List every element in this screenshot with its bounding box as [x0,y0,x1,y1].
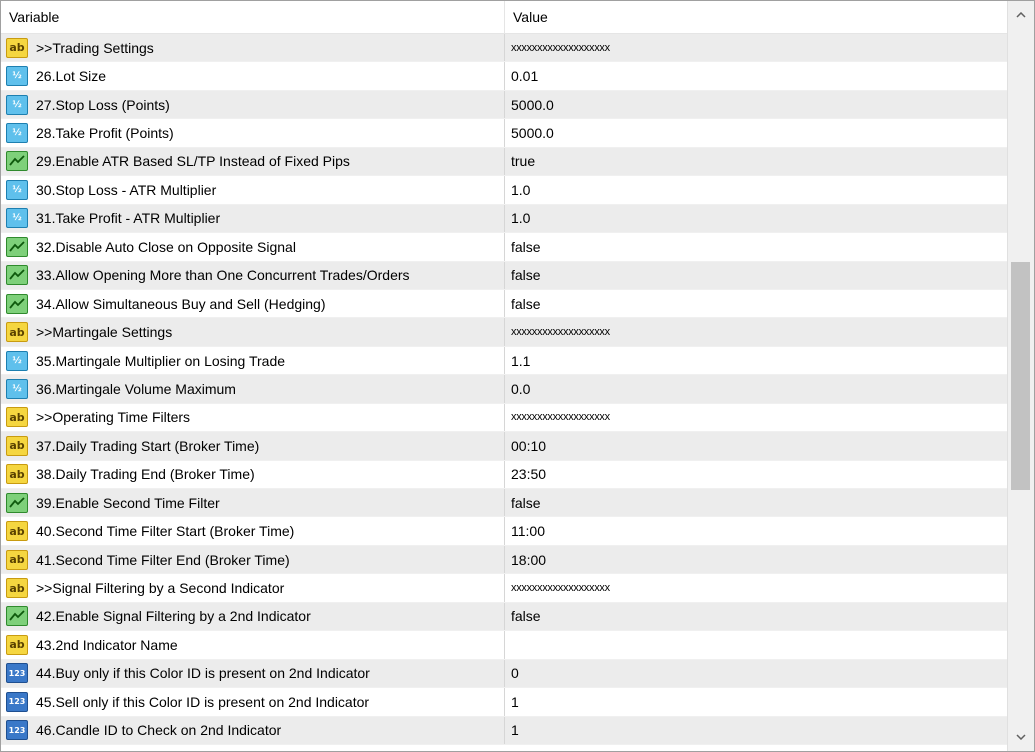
variable-name: 28.Take Profit (Points) [36,125,174,142]
variable-value[interactable]: 00:10 [511,437,547,454]
variable-value[interactable]: 5000.0 [511,125,554,142]
double-type-icon: ½ [6,379,28,399]
variable-name: 34.Allow Simultaneous Buy and Sell (Hedging) [36,295,326,312]
variable-name: 32.Disable Auto Close on Opposite Signal [36,238,296,255]
variable-value[interactable]: 1 [511,722,519,739]
variable-value[interactable]: false [511,267,541,284]
variable-value[interactable]: 0.0 [511,380,531,397]
variable-value[interactable]: xxxxxxxxxxxxxxxxxxx [511,582,610,595]
variable-value[interactable]: xxxxxxxxxxxxxxxxxxx [511,411,610,424]
bool-type-icon [6,493,28,513]
variable-name: 29.Enable ATR Based SL/TP Instead of Fixed Pips [36,153,350,170]
variable-value[interactable]: 0 [511,665,519,682]
variable-name: 41.Second Time Filter End (Broker Time) [36,551,290,568]
value-cell[interactable] [505,119,1007,146]
variable-name: 27.Stop Loss (Points) [36,96,170,113]
string-type-icon: ab [6,635,28,655]
variable-value[interactable]: 5000.0 [511,96,554,113]
variable-name: 37.Daily Trading Start (Broker Time) [36,437,260,454]
variable-cell[interactable] [1,290,505,317]
string-type-icon: ab [6,407,28,427]
variable-value[interactable]: 1.0 [511,210,531,227]
vertical-scrollbar[interactable] [1007,1,1034,751]
table-row[interactable] [1,603,1007,631]
table-row[interactable] [1,517,1007,545]
table-row[interactable] [1,461,1007,489]
value-cell[interactable] [505,574,1007,601]
value-cell[interactable] [505,432,1007,459]
value-cell[interactable] [505,717,1007,744]
variable-cell[interactable] [1,176,505,203]
variable-cell[interactable] [1,233,505,260]
variable-cell[interactable] [1,517,505,544]
variable-name: >>Signal Filtering by a Second Indicator [36,580,285,597]
value-cell[interactable] [505,660,1007,687]
table-row[interactable] [1,375,1007,403]
table-body [1,34,1007,745]
variable-value[interactable]: false [511,494,541,511]
table-row[interactable] [1,631,1007,659]
variable-cell[interactable] [1,262,505,289]
scroll-up-icon[interactable] [1008,3,1034,27]
double-type-icon: ½ [6,66,28,86]
variable-cell[interactable] [1,91,505,118]
table-row[interactable] [1,34,1007,62]
variable-cell[interactable] [1,574,505,601]
variable-cell[interactable] [1,404,505,431]
table-row[interactable] [1,688,1007,716]
value-cell[interactable] [505,233,1007,260]
integer-type-icon: 123 [6,663,28,683]
table-row[interactable] [1,119,1007,147]
variable-value[interactable]: false [511,608,541,625]
table-row[interactable] [1,290,1007,318]
variable-cell[interactable] [1,603,505,630]
value-cell[interactable] [505,461,1007,488]
variable-cell[interactable] [1,34,505,61]
table-row[interactable] [1,717,1007,745]
scrollbar-thumb[interactable] [1011,262,1030,490]
value-cell[interactable] [505,489,1007,516]
variable-value[interactable]: 1.1 [511,352,531,369]
table-row[interactable] [1,205,1007,233]
value-cell[interactable] [505,517,1007,544]
table-row[interactable] [1,233,1007,261]
variable-name: 39.Enable Second Time Filter [36,494,220,511]
variable-cell[interactable] [1,432,505,459]
integer-type-icon: 123 [6,720,28,740]
variable-cell[interactable] [1,62,505,89]
variable-value[interactable]: 18:00 [511,551,547,568]
variable-name: 38.Daily Trading End (Broker Time) [36,466,255,483]
variable-name: 43.2nd Indicator Name [36,636,178,653]
variable-cell[interactable] [1,375,505,402]
variable-value[interactable]: xxxxxxxxxxxxxxxxxxx [511,326,610,339]
value-cell[interactable] [505,62,1007,89]
variable-cell[interactable] [1,688,505,715]
table-row[interactable] [1,148,1007,176]
variable-name: 40.Second Time Filter Start (Broker Time) [36,523,295,540]
scroll-down-icon[interactable] [1008,725,1034,749]
string-type-icon: ab [6,578,28,598]
variable-cell[interactable] [1,631,505,658]
variable-value[interactable]: xxxxxxxxxxxxxxxxxxx [511,41,610,54]
value-cell[interactable] [505,34,1007,61]
variable-value[interactable]: true [511,153,536,170]
value-cell[interactable] [505,148,1007,175]
string-type-icon: ab [6,38,28,58]
value-cell[interactable] [505,290,1007,317]
value-cell[interactable] [505,546,1007,573]
variable-value[interactable]: false [511,238,541,255]
bool-type-icon [6,265,28,285]
variable-value[interactable]: 1 [511,693,519,710]
bool-type-icon [6,237,28,257]
integer-type-icon: 123 [6,692,28,712]
value-cell[interactable] [505,347,1007,374]
table-row[interactable] [1,176,1007,204]
variable-cell[interactable] [1,318,505,345]
table-row[interactable] [1,404,1007,432]
double-type-icon: ½ [6,208,28,228]
variable-cell[interactable] [1,546,505,573]
string-type-icon: ab [6,464,28,484]
table-row[interactable] [1,432,1007,460]
table-row[interactable] [1,489,1007,517]
table-header [1,1,1007,34]
variable-name: 44.Buy only if this Color ID is present on 2nd Indicator [36,665,370,682]
bool-type-icon [6,606,28,626]
variable-cell[interactable] [1,660,505,687]
variable-name: 45.Sell only if this Color ID is present on 2nd Indicator [36,693,370,710]
double-type-icon: ½ [6,95,28,115]
bool-type-icon [6,151,28,171]
table-row[interactable] [1,318,1007,346]
variable-cell[interactable] [1,489,505,516]
table-row[interactable] [1,91,1007,119]
table-row[interactable] [1,347,1007,375]
variable-name: 31.Take Profit - ATR Multiplier [36,210,221,227]
variable-value[interactable]: false [511,295,541,312]
value-cell[interactable] [505,176,1007,203]
string-type-icon: ab [6,550,28,570]
string-type-icon: ab [6,322,28,342]
variable-name: 33.Allow Opening More than One Concurrent Trades/Orders [36,267,410,284]
value-cell[interactable] [505,91,1007,118]
variable-value[interactable]: 11:00 [511,523,545,540]
variable-name: >>Martingale Settings [36,324,173,341]
table-row[interactable] [1,262,1007,290]
variable-cell[interactable] [1,205,505,232]
variable-cell[interactable] [1,461,505,488]
variable-value[interactable]: 1.0 [511,181,531,198]
variable-cell[interactable] [1,119,505,146]
table-row[interactable] [1,62,1007,90]
value-cell[interactable] [505,262,1007,289]
bool-type-icon [6,294,28,314]
variable-cell[interactable] [1,148,505,175]
double-type-icon: ½ [6,351,28,371]
variable-name: 46.Candle ID to Check on 2nd Indicator [36,722,282,739]
value-cell[interactable] [505,205,1007,232]
value-cell[interactable] [505,318,1007,345]
column-header-variable[interactable]: Variable [1,1,505,33]
variable-name: 26.Lot Size [36,68,107,85]
variable-name: >>Trading Settings [36,39,154,56]
string-type-icon: ab [6,436,28,456]
double-type-icon: ½ [6,180,28,200]
variable-name: 35.Martingale Multiplier on Losing Trade [36,352,286,369]
variable-name: 42.Enable Signal Filtering by a 2nd Indicator [36,608,311,625]
variable-name: 36.Martingale Volume Maximum [36,380,236,397]
table-row[interactable] [1,660,1007,688]
variable-value[interactable]: 0.01 [511,68,539,85]
value-cell[interactable] [505,404,1007,431]
value-cell[interactable] [505,375,1007,402]
variable-cell[interactable] [1,717,505,744]
variable-cell[interactable] [1,347,505,374]
variable-name: >>Operating Time Filters [36,409,191,426]
value-cell[interactable] [505,603,1007,630]
variable-value[interactable]: 23:50 [511,466,547,483]
variable-name: 30.Stop Loss - ATR Multiplier [36,181,217,198]
table-row[interactable] [1,574,1007,602]
string-type-icon: ab [6,521,28,541]
table-row[interactable] [1,546,1007,574]
value-cell[interactable] [505,631,1007,658]
value-cell[interactable] [505,688,1007,715]
column-header-value[interactable]: Value [513,9,548,25]
double-type-icon: ½ [6,123,28,143]
